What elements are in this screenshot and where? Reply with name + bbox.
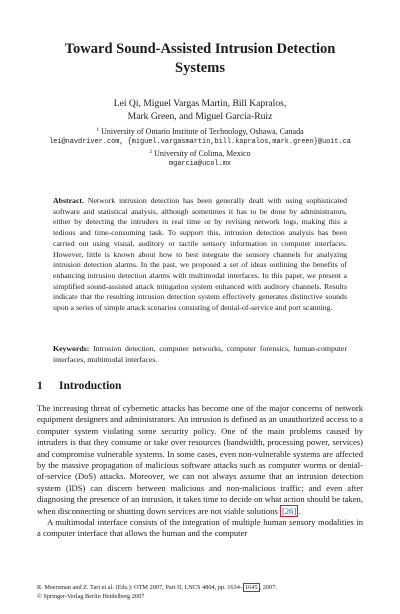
affiliation-2-email: mgarcia@ucol.mx (168, 160, 232, 168)
affiliation-2 (0, 148, 400, 159)
paragraph-2: A multimodal interface consists of the integration of multiple human sensory modalities in a computer interface that allows the human and the computer (37, 517, 363, 539)
abstract-text: Network intrusion detection has been generally dealt with using sophisticated software and statistical analysis, although sometimes it has to be done by administrators, either by detecting the intruders in real time or by revising network logs, making this a tedious and time-consuming task. To support this, intrusion detection analysis has been carried out using visual, auditory or tactile sensory information in computer interfaces. However, little is known about how to best integrate the sensory channels for analyzing intrusion detection alarms. In the past, we proposed a set of ideas outlining the benefits of enhancing intrusion detection alarms with multimodal interfaces. In this paper, we present a simplified sound-assisted attack mitigation system enhanced with auditory channels. Results indicate that the resulting intrusion detection system effectively generates distinctive sounds upon a series of simple attack scenarios consisting of denial-of-service and port scanning. (53, 196, 347, 313)
section-number: 1 (37, 380, 43, 392)
section-heading (37, 380, 121, 392)
keywords (53, 344, 347, 365)
footer-year: , 2007. (259, 584, 277, 591)
title-line-1: Toward Sound-Assisted Intrusion Detection (64, 41, 336, 57)
affiliation-2-text: University of Colima, Mexico (154, 149, 251, 158)
author-list (30, 97, 370, 123)
keywords-text: Intrusion detection, computer networks, computer forensics, human-computer interfaces, multimodal interfaces. (53, 344, 347, 364)
authors-line-1: Lei Qi, Miguel Vargas Martin, Bill Kapralos, (113, 98, 287, 109)
affiliation-1 (0, 126, 400, 137)
affiliations (0, 126, 400, 170)
keywords-label: Keywords: (53, 344, 90, 353)
affiliation-1-text: University of Ontario Institute of Technology, Oshawa, Canada (101, 127, 304, 136)
title-line-2: Systems (175, 60, 225, 76)
citation-link[interactable]: [26] (281, 505, 297, 516)
abstract (53, 196, 347, 314)
paragraph-1-end: . (298, 505, 301, 516)
paper-title (30, 40, 370, 78)
page-footer (37, 583, 363, 601)
affiliation-1-emails: lei@navdriver.com, {miguel.vargasmartin,bill.kapralos,mark.green}@uoit.ca (49, 138, 351, 146)
authors-line-2: Mark Green, and Miguel García-Ruiz (127, 111, 273, 122)
section-title: Introduction (59, 380, 122, 392)
paragraph-1 (37, 403, 363, 517)
footer-copyright: © Springer-Verlag Berlin Heidelberg 2007 (37, 593, 145, 600)
footer-citation: R. Meersman and Z. Tari et al. (Eds.): OTM 2007, Part II, LNCS 4804, pp. 1634– (37, 584, 243, 591)
body-text (37, 403, 363, 540)
abstract-label: Abstract. (53, 196, 84, 205)
footer-page-range-end: 1645 (245, 584, 258, 591)
affiliation-2-mark: 2 (149, 149, 153, 155)
footer-line-1 (37, 583, 363, 592)
paragraph-1-text: The increasing threat of cybernetic attacks has become one of the major concerns of network equipment designers and administrators. An intrusion is defined as an unauthorized access to a computer system violating some security policy. One of the main problems caused by intruders is that they consume or take over resources (bandwidth, processing power, services) and compromise vulnerable systems. In some cases, even non-vulnerable systems are affected by the massive propagation of malicious software attacks such as computer worms or denial-of-service (DoS) attacks. Moreover, we can not always assume that an intrusion detection system (IDS) can discern between malicious and non-malicious traffic; and even after diagnosing the presence of an intrusion, it takes time to decide on what action should be taken, when disconnecting or shutting down services are not viable solutions (37, 403, 363, 516)
affiliation-1-mark: 1 (96, 127, 100, 133)
